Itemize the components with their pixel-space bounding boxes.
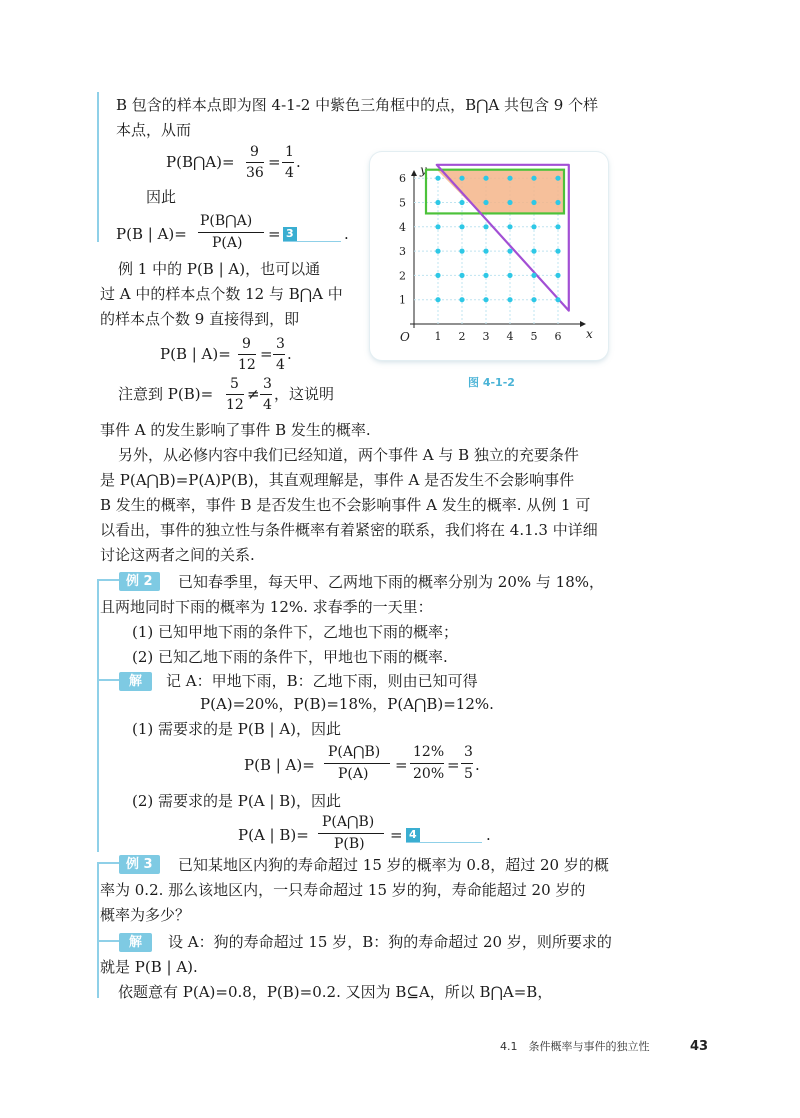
equals-sign: = [395,756,408,774]
figure-content [399,165,569,343]
y-tick-label: 5 [399,196,406,210]
text-line: B 发生的概率，事件 B 是否发生也不会影响事件 A 发生的概率. 从例 1 可 [100,496,591,514]
text-line: 注意到 P(B)= [118,385,214,403]
fraction-denominator: 20% [413,766,445,782]
text-line: 过 A 中的样本点个数 12 与 B⋂A 中 [100,285,343,303]
fraction-numerator: P(A⋂B) [322,814,375,830]
text-line: 另外，从必修内容中我们已经知道，两个事件 A 与 B 独立的充要条件 [118,446,579,464]
example-rule [97,862,119,864]
sample-point [555,273,560,278]
fraction-bar [238,354,256,355]
page-number: 43 [690,1039,709,1054]
sample-point [459,297,464,302]
answer-underline [283,241,341,242]
sample-point [435,249,440,254]
fraction-denominator: 5 [464,766,473,782]
text-line: 依题意有 P(A)=0.8，P(B)=0.2. 又因为 B⊆A，所以 B⋂A=B， [118,983,553,1001]
y-axis-arrow [411,170,417,176]
fraction-bar [461,763,473,764]
intersection-region [437,170,564,214]
text-line: 设 A：狗的寿命超过 15 岁，B：狗的寿命超过 20 岁，则所要求的 [168,933,612,951]
x-tick-label: 5 [530,330,538,343]
sample-point [435,297,440,302]
footer-section-title: 4.1 条件概率与事件的独立性 [500,1040,650,1053]
text-line: (2) 已知乙地下雨的条件下，甲地也下雨的概率. [132,648,448,666]
text-line: ，这说明 [274,385,335,403]
fraction-numerator: P(B⋂A) [200,213,253,229]
fraction-bar [318,833,384,834]
sample-point [531,297,536,302]
origin-label: O [400,330,410,344]
fraction-bar [246,162,264,163]
sample-point [507,224,512,229]
text-line: 率为 0.2. 那么该地区内，一只寿命超过 15 岁的狗，寿命能超过 20 岁的 [100,881,586,899]
fraction-numerator: 9 [242,336,251,352]
sample-point [555,249,560,254]
sample-point [531,200,536,205]
fraction-denominator: P(A) [212,235,243,251]
sample-point [435,176,440,181]
sample-point [555,297,560,302]
fraction-denominator: 12 [238,357,256,373]
fraction-numerator: 3 [464,744,473,760]
sample-point [483,200,488,205]
sample-point [435,273,440,278]
fraction-numerator: 9 [250,144,259,160]
text-line: (1) 已知甲地下雨的条件下，乙地也下雨的概率； [132,623,459,641]
y-tick-label: 6 [399,172,406,186]
equals-sign: = [447,756,460,774]
fraction-denominator: 4 [263,397,272,413]
sample-point [507,273,512,278]
sample-point [555,224,560,229]
fraction-denominator: 4 [285,165,294,181]
sample-point [507,297,512,302]
fraction-bar [198,232,264,233]
equation-lhs: P(A | B)= [238,826,309,844]
sample-point [459,249,464,254]
period: . [287,345,292,363]
solution-rule [97,940,119,942]
sample-point [483,249,488,254]
fraction-numerator: 12% [413,744,445,760]
period: . [296,153,301,171]
fraction-denominator: P(A) [338,766,369,782]
solution-tag: 解 [119,672,152,691]
sample-point [555,200,560,205]
text-line: 本点，从而 [116,121,192,139]
text-line: P(A)=20%，P(B)=18%，P(A⋂B)=12%. [200,695,494,713]
fraction-numerator: 3 [263,376,272,392]
fraction-bar [260,394,272,395]
sample-point [435,200,440,205]
y-tick-label: 1 [399,293,406,307]
sample-point [459,273,464,278]
period: . [475,756,480,774]
text-line: (2) 需要求的是 P(A | B)，因此 [132,792,342,810]
sample-point [459,200,464,205]
margin-guide-top [97,92,99,242]
text-line: 因此 [146,188,177,206]
sample-point [483,176,488,181]
fraction-numerator: 3 [276,336,285,352]
margin-guide-ex2 [97,580,99,852]
fraction-denominator: 4 [276,357,285,373]
text-line: (1) 需要求的是 P(B | A)，因此 [132,720,342,738]
fraction-numerator: P(A⋂B) [328,744,381,760]
margin-guide-ex3 [97,862,99,998]
answer-underline [406,842,482,843]
text-line: 已知春季里，每天甲、乙两地下雨的概率分别为 20% 与 18%， [178,573,604,591]
equation-lhs: P(B | A)= [160,345,231,363]
not-equal-sign: ≠ [247,385,260,403]
sample-point [531,273,536,278]
figure-caption: 图 4-1-2 [468,376,515,389]
fraction-bar [226,394,244,395]
fraction-denominator: 36 [246,165,264,181]
sample-point [531,224,536,229]
y-tick-label: 4 [399,220,406,234]
x-tick-label: 3 [482,330,490,343]
sample-point [507,249,512,254]
sample-point [555,176,560,181]
sample-point [531,176,536,181]
fraction-bar [324,763,390,764]
solution-rule [97,679,119,681]
y-tick-label: 2 [399,269,406,283]
fraction-bar [273,354,285,355]
sample-point [483,273,488,278]
sample-point [435,224,440,229]
y-tick-label: 3 [399,245,406,259]
sample-point [459,176,464,181]
fraction-numerator: 5 [230,376,239,392]
text-line: 且两地同时下雨的概率为 12%. 求春季的一天里： [100,598,433,616]
fraction-numerator: 1 [285,144,294,160]
figure-4-1-2 [370,152,608,360]
example-3-tag: 例 3 [119,855,160,874]
text-line: B 包含的样本点即为图 4-1-2 中紫色三角框中的点，B⋂A 共包含 9 个样 [116,96,599,114]
text-line: 的样本点个数 9 直接得到，即 [100,310,300,328]
example-2-tag: 例 2 [119,572,160,591]
equation-lhs: P(B⋂A)= [166,153,235,171]
equals-sign: = [260,345,273,363]
text-line: 例 1 中的 P(B | A)，也可以通 [118,260,321,278]
fraction-bar [410,763,444,764]
sample-point [483,224,488,229]
text-line: 以看出，事件的独立性与条件概率有着紧密的联系，我们将在 4.1.3 中详细 [100,521,598,539]
equation-lhs: P(B | A)= [116,225,187,243]
figure-card [370,152,608,360]
text-line: 事件 A 的发生影响了事件 B 发生的概率. [100,421,371,439]
x-tick-label: 1 [434,330,442,343]
text-line: 是 P(A⋂B)=P(A)P(B)，其直观理解是，事件 A 是否发生不会影响事件 [100,471,575,489]
sample-point [483,297,488,302]
fraction-denominator: P(B) [334,836,365,852]
answer-blank-4[interactable]: 4 [406,828,420,842]
text-line: 概率为多少？ [100,906,191,924]
x-axis-label: x [586,327,593,341]
equals-sign: = [390,826,403,844]
sample-point [531,249,536,254]
period: . [344,225,349,243]
sample-point [507,176,512,181]
solution-tag: 解 [119,933,152,952]
x-tick-label: 2 [458,330,466,343]
equals-sign: = [268,225,281,243]
equation-lhs: P(B | A)= [244,756,315,774]
fraction-bar [282,162,294,163]
fraction-denominator: 12 [226,397,244,413]
text-line: 就是 P(B | A). [100,958,198,976]
sample-point [507,200,512,205]
equals-sign: = [268,153,281,171]
x-tick-label: 4 [506,330,514,343]
y-axis-label: y [420,163,427,177]
sample-point [459,224,464,229]
period: . [486,826,491,844]
example-rule [97,579,119,581]
x-tick-label: 6 [554,330,562,343]
text-line: 讨论这两者之间的关系. [100,546,255,564]
text-line: 记 A：甲地下雨，B：乙地下雨，则由已知可得 [166,672,478,690]
answer-blank-3[interactable]: 3 [283,227,297,241]
text-line: 已知某地区内狗的寿命超过 15 岁的概率为 0.8，超过 20 岁的概 [178,856,609,874]
